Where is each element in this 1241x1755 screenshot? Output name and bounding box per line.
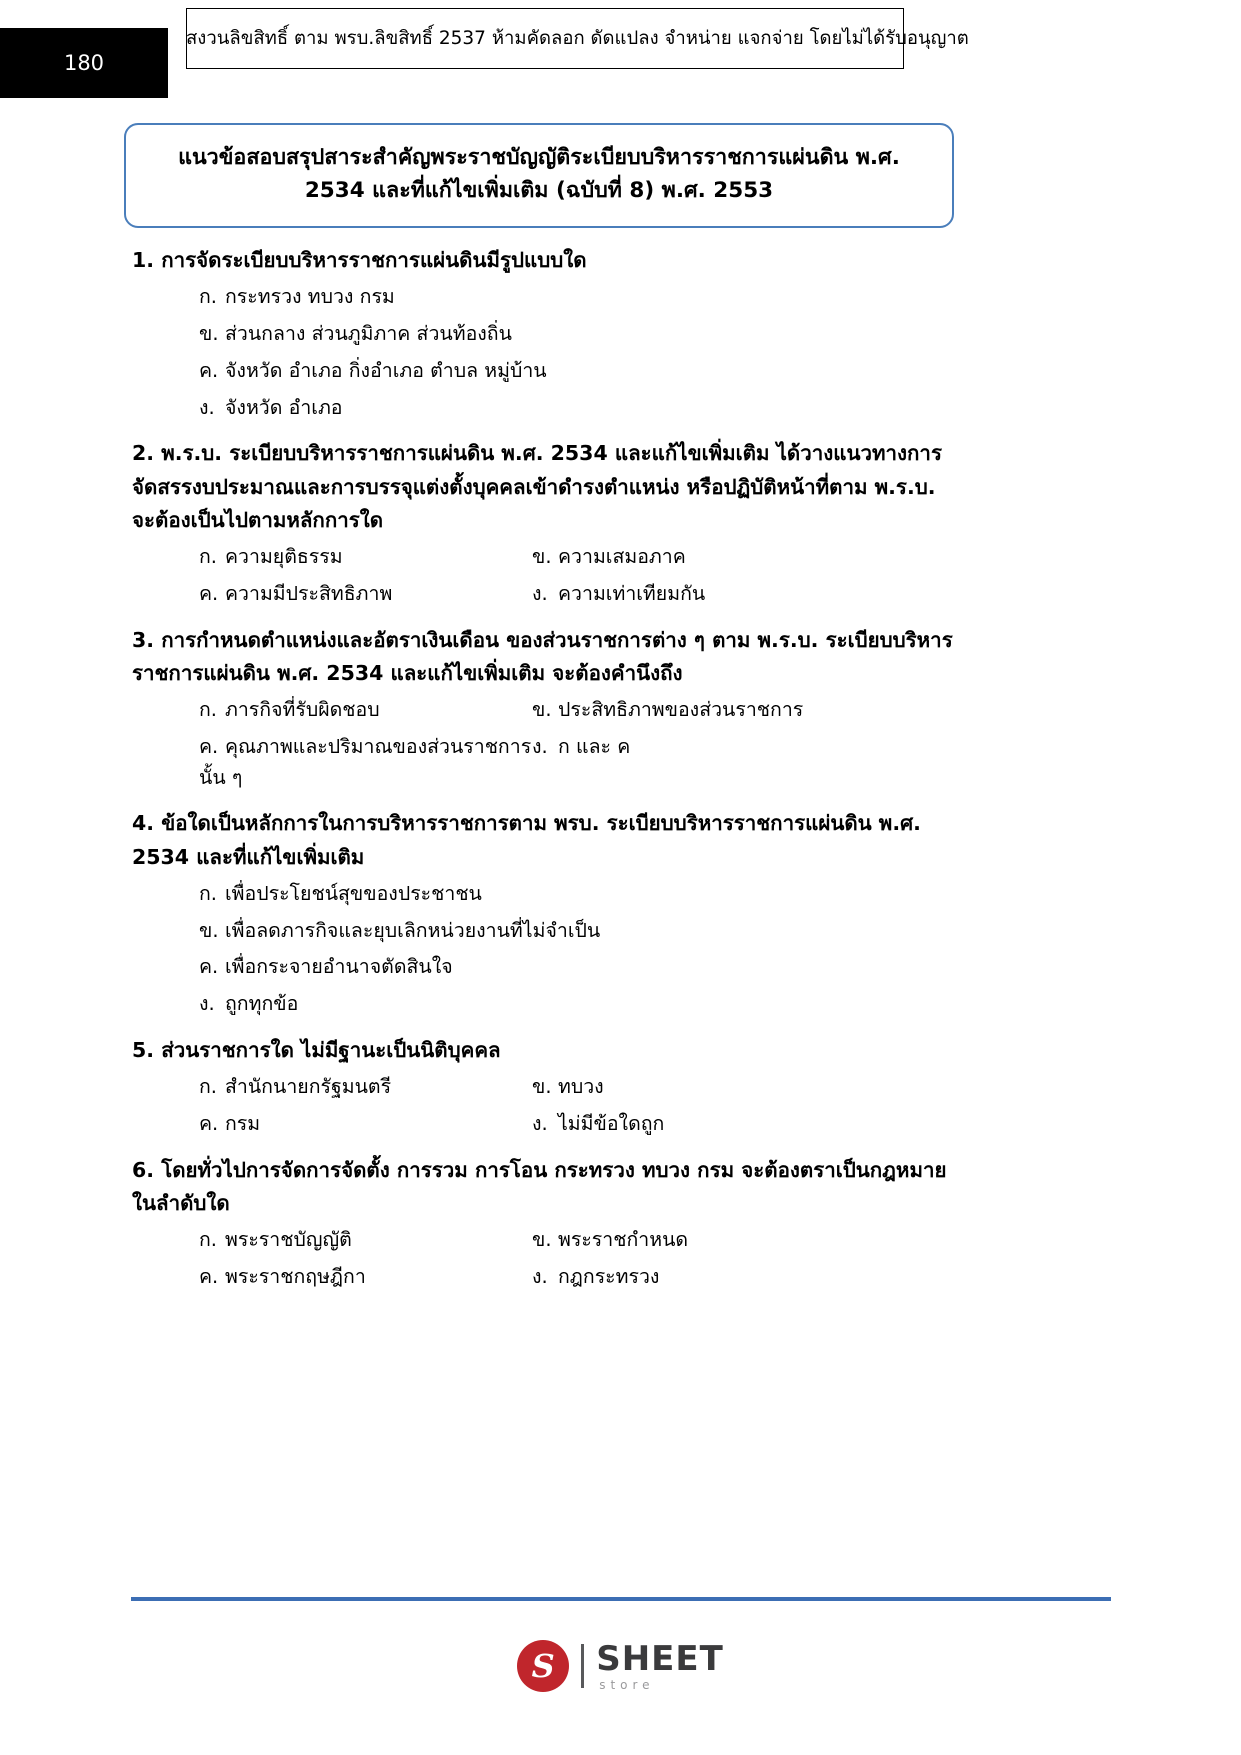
choice-label: ค. <box>199 1111 219 1135</box>
choice-label: ง. <box>199 395 215 419</box>
choice-text: ความยุติธรรม <box>225 545 343 568</box>
logo-divider <box>581 1644 584 1688</box>
choice-option[interactable] <box>132 316 962 353</box>
choice-option[interactable] <box>532 1069 892 1106</box>
choice-text: ภารกิจที่รับผิดชอบ <box>225 698 380 721</box>
choice-option[interactable] <box>532 692 892 729</box>
choice-group <box>132 279 962 426</box>
choice-label: ก. <box>199 881 218 905</box>
choice-text: ความมีประสิทธิภาพ <box>225 581 393 605</box>
choice-label: ง. <box>532 1264 548 1288</box>
footer-logo <box>0 1640 1241 1692</box>
choice-label: ข. <box>532 1228 552 1252</box>
question-text: 3. การกำหนดตำแหน่งและอัตราเงินเดือน ของส่วนราชการต่าง ๆ ตาม พ.ร.บ. ระเบียบบริหารราชการแผ่นดิน พ.ศ. 2534 และแก้ไขเพิ่มเติม จะต้องคำนึงถึง <box>132 627 953 685</box>
choice-row <box>132 1259 962 1296</box>
choice-text: จังหวัด อำเภอ <box>225 395 343 419</box>
choice-text: สำนักนายกรัฐมนตรี <box>225 1075 392 1099</box>
choice-text: กรม <box>225 1111 261 1135</box>
choice-label: ค. <box>199 955 219 979</box>
choice-option[interactable] <box>132 986 962 1023</box>
choice-text: ถูกทุกข้อ <box>225 992 299 1016</box>
choice-option[interactable] <box>132 1259 532 1296</box>
choice-text: ความเสมอภาค <box>558 545 686 568</box>
choice-label: ข. <box>199 918 219 942</box>
choice-row <box>132 576 962 613</box>
choice-text: เพื่อกระจายอำนาจตัดสินใจ <box>225 955 453 979</box>
choice-label: ค. <box>199 358 219 382</box>
choice-text: ก และ ค <box>558 734 631 758</box>
sheetstore-logo-icon: S <box>517 1640 569 1692</box>
choice-label: ข. <box>532 698 552 721</box>
choice-label: ข. <box>532 545 552 568</box>
choice-text: ความเท่าเทียมกัน <box>558 581 706 605</box>
logo-word: SHEET <box>596 1638 724 1679</box>
choice-option[interactable] <box>132 913 962 950</box>
choice-option[interactable] <box>532 1259 892 1296</box>
choice-label: ก. <box>199 545 218 568</box>
choice-group <box>132 1222 962 1296</box>
choice-text: พระราชกฤษฎีกา <box>225 1264 366 1288</box>
choice-group <box>132 1069 962 1143</box>
logo-wordmark <box>596 1638 724 1692</box>
choice-label: ง. <box>199 992 215 1016</box>
choice-option[interactable] <box>132 1106 532 1143</box>
choice-label: ข. <box>532 1075 552 1099</box>
choice-label: ก. <box>199 698 218 721</box>
choice-option[interactable] <box>532 576 892 613</box>
choice-label: ก. <box>199 1075 218 1099</box>
choice-option[interactable] <box>532 1222 892 1259</box>
choice-row <box>132 729 962 797</box>
choice-label: ค. <box>199 581 219 605</box>
page-header <box>0 0 1241 98</box>
choice-text: พระราชบัญญัติ <box>225 1228 352 1252</box>
choice-option[interactable] <box>132 1069 532 1106</box>
choice-text: พระราชกำหนด <box>558 1228 689 1252</box>
copyright-notice: สงวนลิขสิทธิ์ ตาม พรบ.ลิขสิทธิ์ 2537 ห้ามคัดลอก ดัดแปลง จำหน่าย แจกจ่าย โดยไม่ได้รับอนุญาต <box>186 28 969 49</box>
choice-label: ข. <box>199 322 219 345</box>
page-title: แนวข้อสอบสรุปสาระสำคัญพระราชบัญญัติระเบียบบริหารราชการแผ่นดิน พ.ศ. 2534 และที่แก้ไขเพิ่มเติม (ฉบับที่ 8) พ.ศ. 2553 <box>124 123 954 228</box>
question-text: 4. ข้อใดเป็นหลักการในการบริหารราชการตาม พรบ. ระเบียบบริหารราชการแผ่นดิน พ.ศ. 2534 และที่แก้ไขเพิ่มเติม <box>132 811 921 869</box>
choice-label: ก. <box>199 1228 218 1252</box>
question-text: 5. ส่วนราชการใด ไม่มีฐานะเป็นนิติบุคคล <box>132 1037 501 1062</box>
logo-subtext: store <box>599 1677 655 1692</box>
choice-text: เพื่อลดภารกิจและยุบเลิกหน่วยงานที่ไม่จำเป็น <box>225 918 601 942</box>
choice-row <box>132 539 962 576</box>
choice-option[interactable] <box>132 949 962 986</box>
choice-option[interactable] <box>132 729 532 797</box>
choice-text: ไม่มีข้อใดถูก <box>558 1111 665 1135</box>
choice-text: ทบวง <box>558 1075 604 1099</box>
choice-group <box>132 539 962 613</box>
choice-text: กฎกระทรวง <box>558 1264 660 1288</box>
choice-text: ส่วนกลาง ส่วนภูมิภาค ส่วนท้องถิ่น <box>225 322 512 345</box>
choice-group <box>132 692 962 796</box>
choice-option[interactable] <box>532 729 892 797</box>
choice-label: ก. <box>199 285 218 309</box>
footer-divider <box>131 1597 1111 1601</box>
page-number: 180 <box>63 51 105 75</box>
question-list <box>132 233 962 1298</box>
choice-option[interactable] <box>532 1106 892 1143</box>
choice-label: ง. <box>532 581 548 605</box>
choice-row <box>132 692 962 729</box>
choice-option[interactable] <box>132 539 532 576</box>
choice-row <box>132 1106 962 1143</box>
choice-group <box>132 876 962 1023</box>
choice-label: ง. <box>532 1111 548 1135</box>
choice-label: ค. <box>199 734 219 758</box>
question-text: 6. โดยทั่วไปการจัดการจัดตั้ง การรวม การโอน กระทรวง ทบวง กรม จะต้องตราเป็นกฎหมายในลำดับใด <box>132 1157 947 1215</box>
choice-text: เพื่อประโยชน์สุขของประชาชน <box>225 881 482 905</box>
choice-text: ประสิทธิภาพของส่วนราชการ <box>558 698 804 721</box>
choice-option[interactable] <box>132 1222 532 1259</box>
choice-option[interactable] <box>132 692 532 729</box>
choice-text: กระทรวง ทบวง กรม <box>225 285 395 309</box>
choice-row <box>132 1069 962 1106</box>
choice-label: ง. <box>532 734 548 758</box>
question-text: 1. การจัดระเบียบบริหารราชการแผ่นดินมีรูปแบบใด <box>132 248 587 272</box>
choice-option[interactable] <box>132 353 962 390</box>
question-text: 2. พ.ร.บ. ระเบียบบริหารราชการแผ่นดิน พ.ศ. 2534 และแก้ไขเพิ่มเติม ได้วางแนวทางการจัดสรรงบประมาณและการบรรจุแต่งตั้งบุคคลเข้าดำรงตำแหน่ง หรือปฏิบัติหน้าที่ตาม พ.ร.บ. จะต้องเป็นไปตามหลักการใด <box>132 441 942 532</box>
choice-label: ค. <box>199 1264 219 1288</box>
choice-option[interactable] <box>532 539 892 576</box>
choice-text: คุณภาพและปริมาณของส่วนราชการนั้น ๆ <box>199 734 532 789</box>
choice-row <box>132 1222 962 1259</box>
choice-option[interactable] <box>132 876 962 913</box>
choice-option[interactable] <box>132 576 532 613</box>
choice-text: จังหวัด อำเภอ กิ่งอำเภอ ตำบล หมู่บ้าน <box>225 358 547 382</box>
choice-option[interactable] <box>132 279 962 316</box>
choice-option[interactable] <box>132 390 962 427</box>
